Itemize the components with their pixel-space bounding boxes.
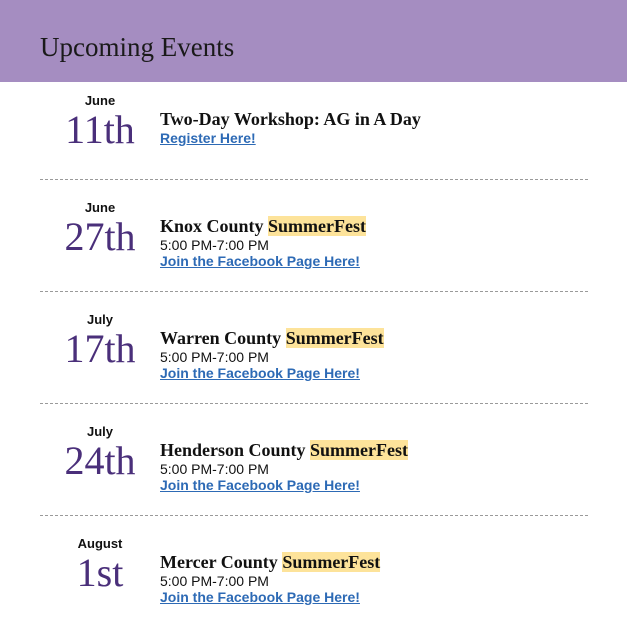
event-time: 5:00 PM-7:00 PM <box>160 237 269 253</box>
event-title-text: Two-Day Workshop: AG in A Day <box>160 109 421 129</box>
event-details <box>160 108 580 148</box>
event-month: July <box>86 424 113 439</box>
event-time: 5:00 PM-7:00 PM <box>160 461 269 477</box>
event-time: 5:00 PM-7:00 PM <box>160 349 269 365</box>
facebook-link[interactable]: Join the Facebook Page Here! <box>160 477 360 493</box>
event-date <box>40 312 160 369</box>
event-date <box>40 536 160 593</box>
event-details <box>160 551 580 607</box>
event-title-highlight: SummerFest <box>310 440 409 460</box>
event-item <box>40 292 588 404</box>
event-date <box>40 424 160 481</box>
event-title <box>160 551 580 573</box>
event-title-text: Henderson County <box>160 440 311 460</box>
event-day: 1st <box>76 550 124 595</box>
event-item <box>40 404 588 516</box>
facebook-link[interactable]: Join the Facebook Page Here! <box>160 365 360 381</box>
event-title <box>160 327 580 349</box>
event-date <box>40 93 160 150</box>
event-day: 24th <box>64 438 136 483</box>
event-month: August <box>77 536 123 551</box>
facebook-link[interactable]: Join the Facebook Page Here! <box>160 253 360 269</box>
event-title-text: Knox County <box>160 216 269 236</box>
event-title-text: Mercer County <box>160 552 283 572</box>
event-title-text: Warren County <box>160 328 286 348</box>
event-date <box>40 200 160 257</box>
events-header <box>0 0 627 82</box>
event-item <box>40 180 588 292</box>
facebook-link[interactable]: Join the Facebook Page Here! <box>160 589 360 605</box>
event-time: 5:00 PM-7:00 PM <box>160 573 269 589</box>
event-day: 11th <box>65 107 135 152</box>
event-day: 27th <box>64 214 136 259</box>
event-title-highlight: SummerFest <box>282 552 381 572</box>
event-details <box>160 439 580 495</box>
event-title <box>160 108 580 130</box>
event-day: 17th <box>64 326 136 371</box>
event-month: July <box>86 312 113 327</box>
event-title-highlight: SummerFest <box>285 328 384 348</box>
event-details <box>160 215 580 271</box>
event-title-highlight: SummerFest <box>268 216 367 236</box>
event-item <box>40 516 588 625</box>
event-month: June <box>84 93 116 108</box>
event-month: June <box>84 200 116 215</box>
event-details <box>160 327 580 383</box>
event-title <box>160 215 580 237</box>
register-link[interactable]: Register Here! <box>160 130 256 146</box>
event-item <box>40 82 588 180</box>
event-title <box>160 439 580 461</box>
page-title: Upcoming Events <box>40 32 235 62</box>
